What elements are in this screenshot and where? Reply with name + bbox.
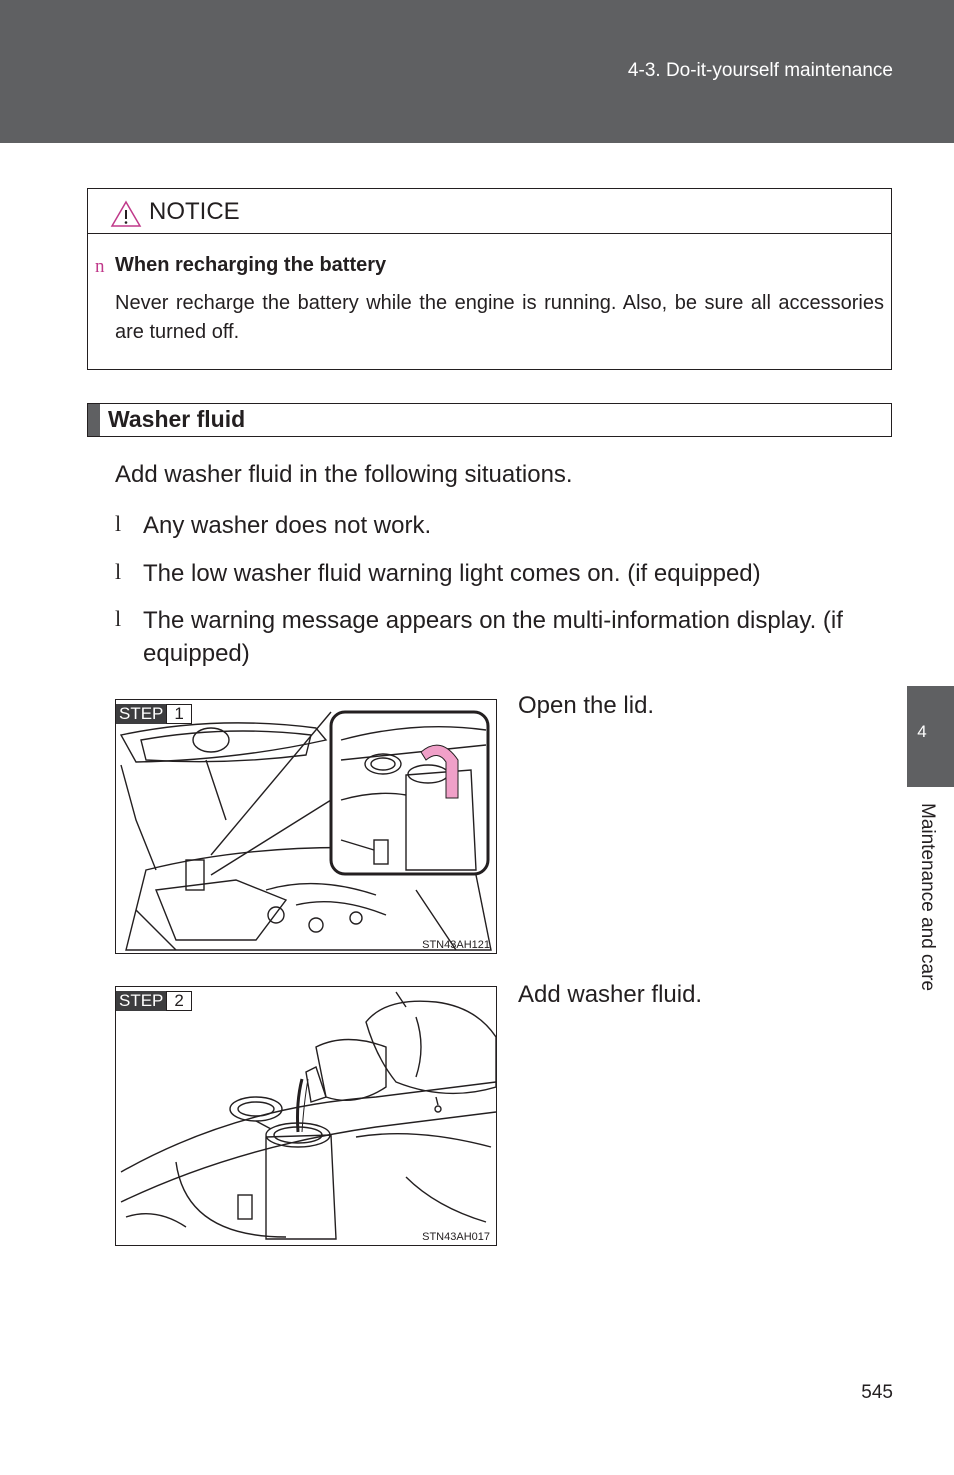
figure-code: STN43AH017 [422, 1231, 490, 1243]
notice-bullet-marker: n [95, 256, 105, 277]
pouring-fluid-illustration [116, 987, 496, 1245]
chapter-tab-number: 4 [917, 722, 927, 741]
section-title: Washer fluid [108, 406, 246, 432]
page-number: 545 [861, 1382, 893, 1403]
chapter-tab [907, 686, 954, 787]
warning-triangle-icon [110, 200, 142, 228]
notice-header [88, 189, 891, 234]
section-heading [87, 403, 892, 437]
chapter-tab-label: Maintenance and care [917, 803, 938, 992]
step-word: STEP [116, 991, 166, 1011]
step-1-figure [115, 699, 497, 954]
bullet-text: The low washer fluid warning light comes on. (if equipped) [143, 560, 761, 587]
bullet-marker: l [115, 511, 122, 536]
header-band [0, 0, 954, 143]
step-number: 2 [166, 991, 191, 1011]
step-1-caption: Open the lid. [518, 692, 655, 719]
notice-label: NOTICE [149, 198, 240, 225]
step-number: 1 [166, 704, 191, 724]
figure-code: STN43AH121 [422, 939, 490, 951]
header-section-title: 4-3. Do-it-yourself maintenance [627, 60, 893, 81]
step-badge [116, 704, 192, 724]
bullet-text: Any washer does not work. [143, 512, 432, 539]
step-word: STEP [116, 704, 166, 724]
bullet-text: The warning message appears on the multi-information display. (if equipped) [143, 607, 843, 667]
step-badge [116, 991, 192, 1011]
engine-bay-illustration [116, 700, 496, 953]
notice-subheading: When recharging the battery [115, 254, 387, 276]
notice-box [87, 188, 892, 370]
step-2-caption: Add washer fluid. [518, 981, 703, 1008]
intro-text: Add washer fluid in the following situations. [115, 461, 573, 488]
step-2-figure [115, 986, 497, 1246]
section-heading-bar [88, 404, 100, 436]
notice-text: Never recharge the battery while the engine is running. Also, be sure all accessories are turned off. [115, 292, 884, 343]
bullet-marker: l [115, 606, 122, 631]
bullet-marker: l [115, 559, 122, 584]
